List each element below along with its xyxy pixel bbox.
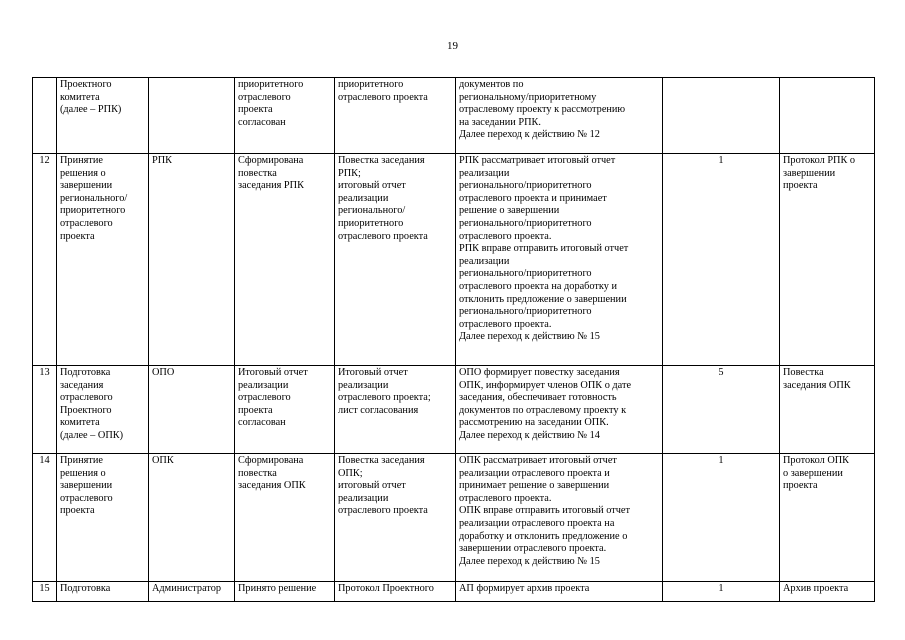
duration-cell: 5: [663, 366, 780, 454]
duration-cell: 1: [663, 454, 780, 582]
trigger-cell: Сформирована повестка заседания ОПК: [235, 454, 335, 582]
result-cell: Повестка заседания ОПК: [780, 366, 875, 454]
trigger-cell: Сформирована повестка заседания РПК: [235, 154, 335, 366]
row-number: 15: [33, 582, 57, 602]
description-cell: РПК рассматривает итоговый отчет реализации регионального/приоритетного отраслевого проекта и принимает решение о завершении регионального/приоритетного отраслевого проекта. РПК вправе отправить итоговый отчет реализации регионального/приоритетного отраслевого проекта на доработку и отклонить предложение о завершении регионального/приоритетного отраслевого проекта. Далее переход к действию № 15: [456, 154, 663, 366]
input-cell: Протокол Проектного: [335, 582, 456, 602]
table-row: [33, 366, 875, 454]
executor-cell: ОПК: [149, 454, 235, 582]
result-cell: Архив проекта: [780, 582, 875, 602]
action-cell: Подготовка: [57, 582, 149, 602]
input-cell: приоритетного отраслевого проекта: [335, 78, 456, 154]
table-row: [33, 582, 875, 602]
input-cell: Итоговый отчет реализации отраслевого проекта; лист согласования: [335, 366, 456, 454]
page-number: 19: [447, 40, 458, 52]
description-cell: ОПО формирует повестку заседания ОПК, информирует членов ОПК о дате заседания, обеспечивает готовность документов по отраслевому проекту к рассмотрению на заседании ОПК. Далее переход к действию № 14: [456, 366, 663, 454]
table-row: [33, 154, 875, 366]
executor-cell: [149, 78, 235, 154]
row-number: [33, 78, 57, 154]
duration-cell: 1: [663, 154, 780, 366]
action-cell: Подготовка заседания отраслевого Проектного комитета (далее – ОПК): [57, 366, 149, 454]
executor-cell: ОПО: [149, 366, 235, 454]
row-number: 12: [33, 154, 57, 366]
table-row: [33, 454, 875, 582]
duration-cell: [663, 78, 780, 154]
description-cell: документов по региональному/приоритетному отраслевому проекту к рассмотрению на заседании РПК. Далее переход к действию № 12: [456, 78, 663, 154]
description-cell: ОПК рассматривает итоговый отчет реализации отраслевого проекта и принимает решение о завершении отраслевого проекта. ОПК вправе отправить итоговый отчет реализации отраслевого проекта на доработку и отклонить предложение о завершении отраслевого проекта. Далее переход к действию № 15: [456, 454, 663, 582]
row-number: 14: [33, 454, 57, 582]
executor-cell: РПК: [149, 154, 235, 366]
action-cell: Проектного комитета (далее – РПК): [57, 78, 149, 154]
input-cell: Повестка заседания ОПК; итоговый отчет реализации отраслевого проекта: [335, 454, 456, 582]
result-cell: Протокол РПК о завершении проекта: [780, 154, 875, 366]
result-cell: Протокол ОПК о завершении проекта: [780, 454, 875, 582]
executor-cell: Администратор: [149, 582, 235, 602]
trigger-cell: приоритетного отраслевого проекта согласован: [235, 78, 335, 154]
row-number: 13: [33, 366, 57, 454]
process-table: [32, 77, 875, 602]
action-cell: Принятие решения о завершении регионального/ приоритетного отраслевого проекта: [57, 154, 149, 366]
result-cell: [780, 78, 875, 154]
table-row: [33, 78, 875, 154]
action-cell: Принятие решения о завершении отраслевого проекта: [57, 454, 149, 582]
trigger-cell: Принято решение: [235, 582, 335, 602]
input-cell: Повестка заседания РПК; итоговый отчет реализации регионального/ приоритетного отраслевого проекта: [335, 154, 456, 366]
description-cell: АП формирует архив проекта: [456, 582, 663, 602]
trigger-cell: Итоговый отчет реализации отраслевого проекта согласован: [235, 366, 335, 454]
duration-cell: 1: [663, 582, 780, 602]
